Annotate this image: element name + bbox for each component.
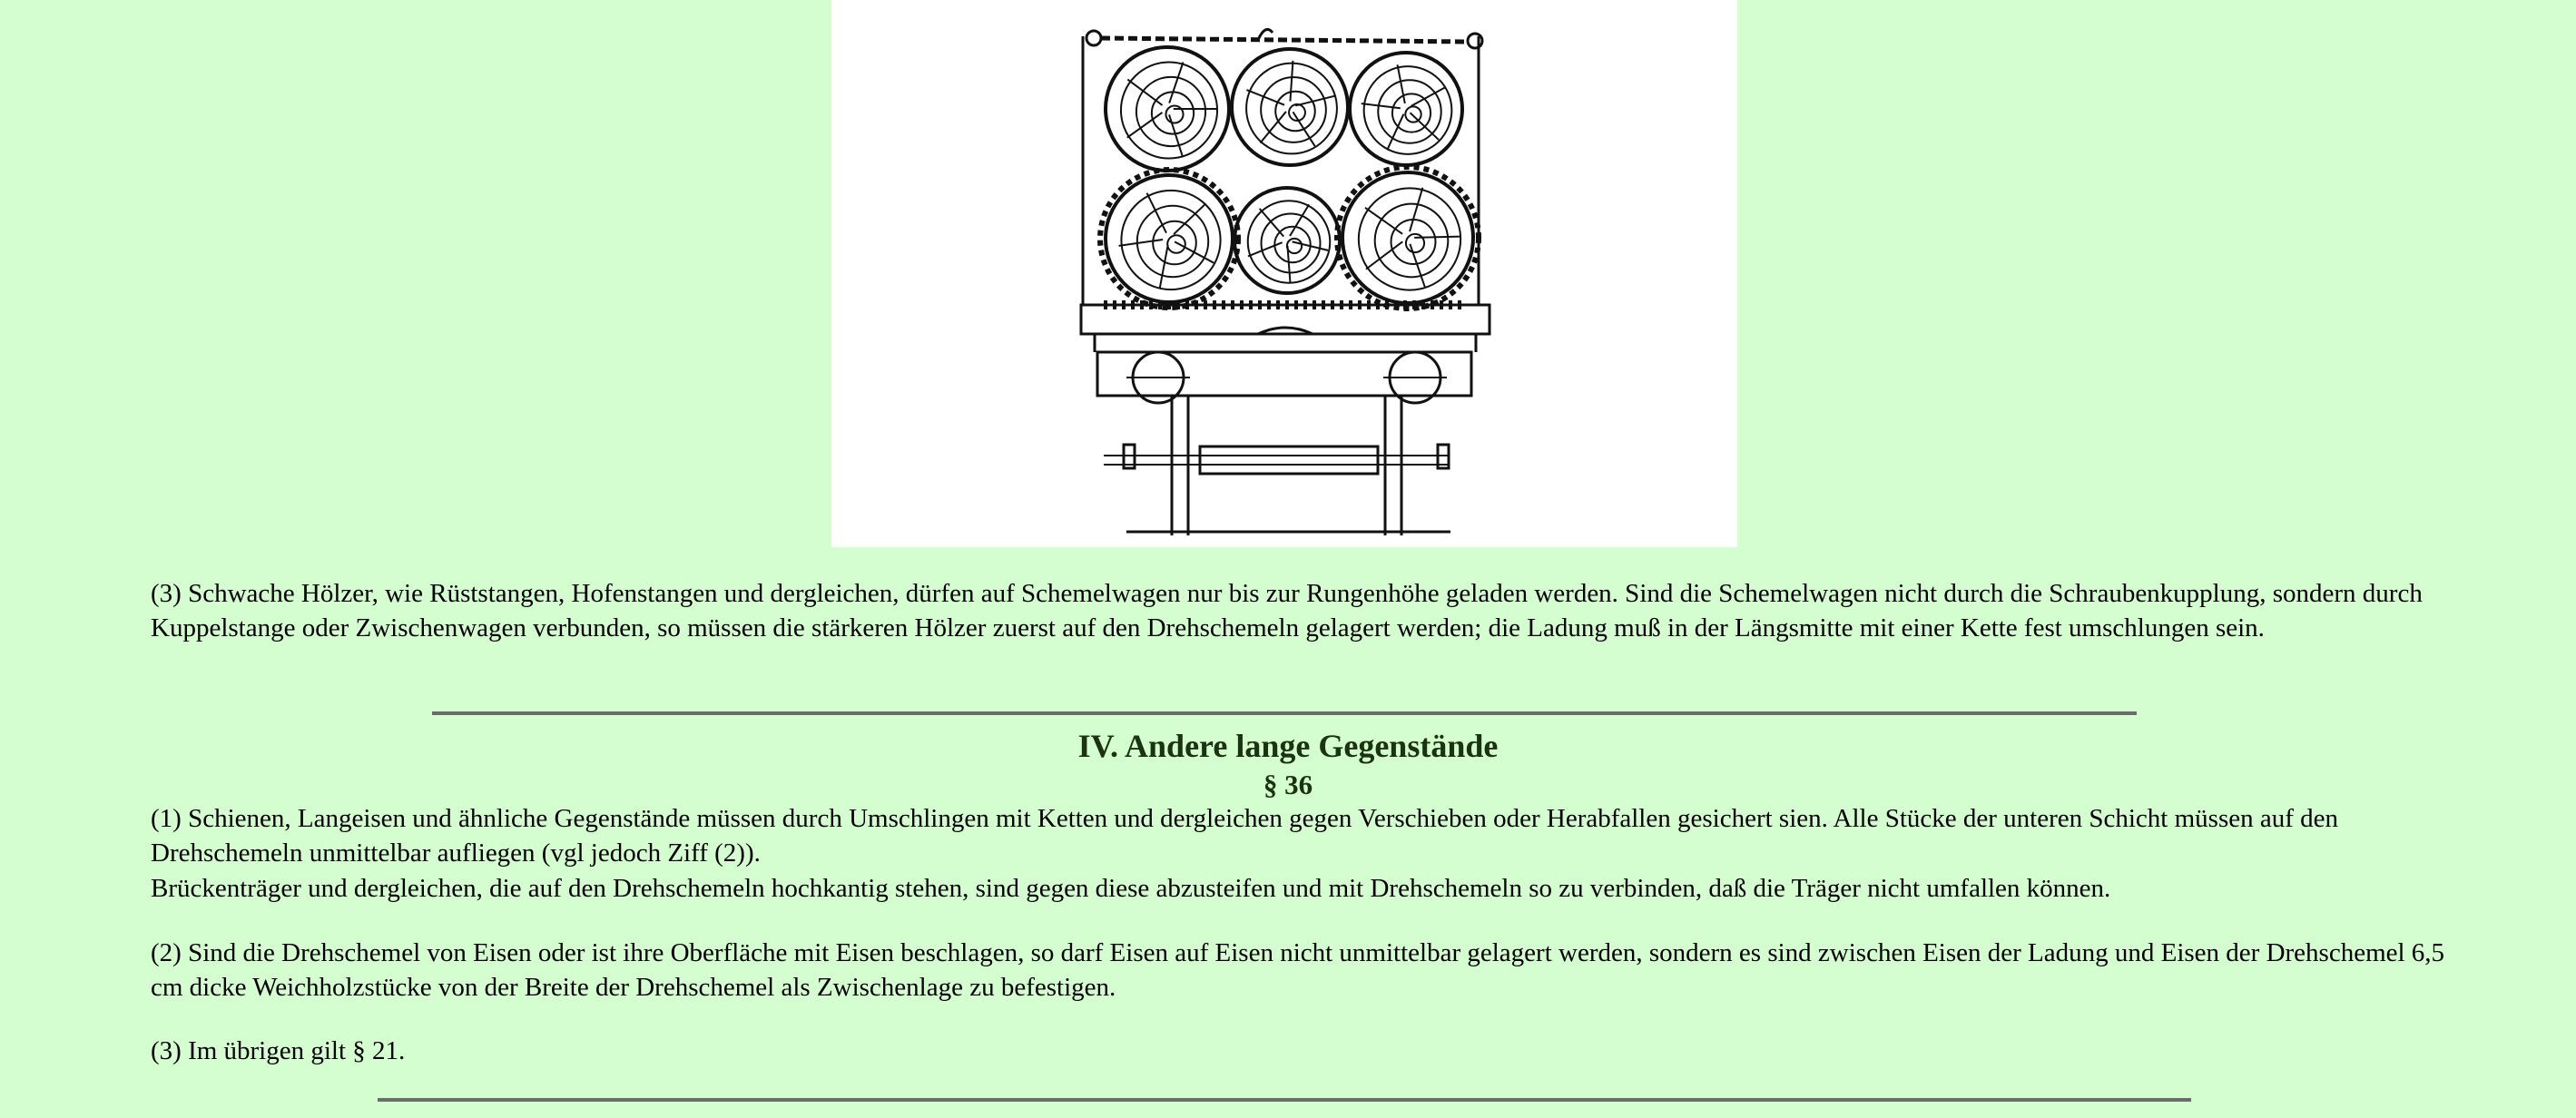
pivot-plate	[1258, 328, 1313, 334]
log-6	[1337, 167, 1479, 309]
paragraph-1: (1) Schienen, Langeisen und ähnliche Gegenstände müssen durch Umschlingen mit Ketten und dergleichen gegen Verschieben oder Herabfallen gesichert sien. Alle Stücke der unteren Schicht müssen auf den Drehschemeln unmittelbar aufliegen (vgl jedoch Ziff (2)).	[151, 804, 2339, 868]
log-2	[1232, 49, 1348, 165]
divider-rule-top	[432, 711, 2137, 715]
log-1	[1106, 47, 1229, 171]
under-frame	[1097, 352, 1471, 396]
paragraph-1-continued: Brückenträger und dergleichen, die auf den Drehschemeln hochkantig stehen, sind gegen diese abzusteifen und mit Drehschemeln so zu verbinden, daß die Träger nicht umfallen können.	[151, 874, 2111, 903]
axle-body	[1200, 446, 1378, 474]
log-wagon-illustration	[831, 0, 1737, 547]
heading-title: IV. Andere lange Gegenstände	[1077, 728, 1499, 764]
top-chain	[1101, 38, 1468, 42]
divider-rule-bottom	[378, 1098, 2191, 1102]
log-4	[1100, 170, 1238, 308]
paragraph-3: (3) Im übrigen gilt § 21.	[151, 1036, 406, 1065]
paragraph-2: (2) Sind die Drehschemel von Eisen oder ist ihre Oberfläche mit Eisen beschlagen, so darf Eisen auf Eisen nicht unmittelbar gelagert werden, sondern es sind zwischen Eisen der Ladung und Eisen der Drehschemel 6,5 cm dicke Weichholzstücke von der Breite der Drehschemel als Zwischenlage zu befestigen.	[151, 938, 2445, 1002]
paragraph-section-3: (3) Schwache Hölzer, wie Rüststangen, Hofenstangen und dergleichen, dürfen auf Schemelwagen nur bis zur Rungenhöhe geladen werden. Sind die Schemelwagen nicht durch die Schraubenkupplung, sondern durch Kuppelstange oder Zwischenwagen verbunden, so müssen die stärkeren Hölzer zuerst auf den Drehschemeln gelagert werden; die Ladung muß in der Längsmitte mit einer Kette fest umschlungen sein.	[151, 579, 2423, 642]
log-3	[1350, 53, 1462, 165]
chain-ring-left	[1086, 31, 1101, 45]
log-wagon-drawing	[831, 0, 1737, 547]
logs-group	[1100, 47, 1479, 309]
log-5	[1234, 188, 1340, 293]
heading-section-number: § 36	[1263, 769, 1313, 800]
chain-ring-right	[1468, 34, 1482, 48]
